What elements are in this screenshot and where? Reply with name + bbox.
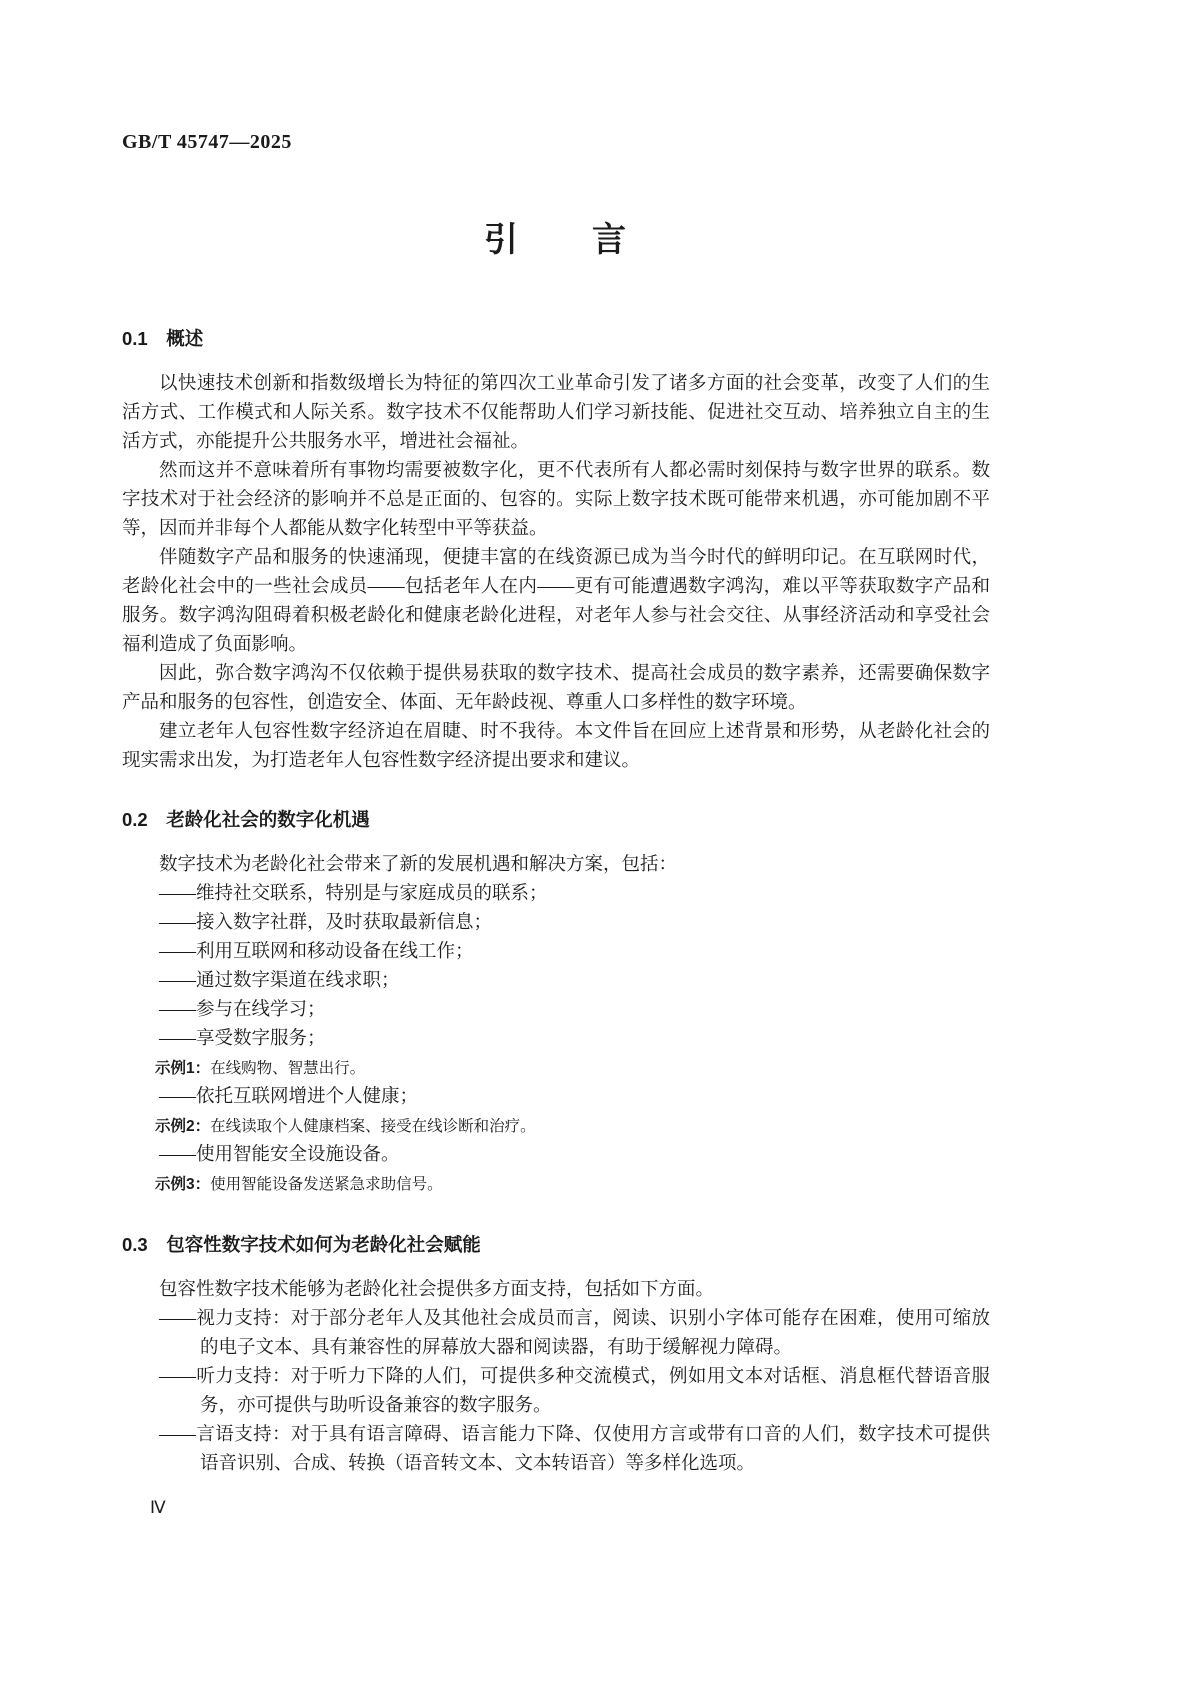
paragraph: 然而这并不意味着所有事物均需要被数字化，更不代表所有人都必需时刻保持与数字世界的联系。数字技术对于社会经济的影响并不总是正面的、包容的。实际上数字技术既可能带来机遇，亦可能加剧不平等，因而并非每个人都能从数字化转型中平等获益。 xyxy=(122,461,990,539)
list-item-dash: ——听力支持：对于听力下降的人们，可提供多种交流模式，例如用文本对话框、消息框代替语音服务，亦可提供与助听设备兼容的数字服务。 xyxy=(159,1367,990,1416)
paragraph: 伴随数字产品和服务的快速涌现，便捷丰富的在线资源已成为当今时代的鲜明印记。在互联网时代，老龄化社会中的一些社会成员——包括老年人在内——更有可能遭遇数字鸿沟，难以平等获取数字产品和服务。数字鸿沟阻碍着积极老龄化和健康老龄化进程，对老年人参与社会交往、从事经济活动和享受社会福利造成了负面影响。 xyxy=(122,548,990,655)
list-item-dash: ——享受数字服务； xyxy=(159,1029,326,1049)
section-body xyxy=(122,851,990,1199)
example-note xyxy=(122,1054,990,1083)
list-item-dash: ——依托互联网增进个人健康； xyxy=(159,1087,419,1107)
paragraph: 以快速技术创新和指数级增长为特征的第四次工业革命引发了诸多方面的社会变革，改变了人们的生活方式、工作模式和人际关系。数字技术不仅能帮助人们学习新技能、促进社交互动、培养独立自主的生活方式，亦能提升公共服务水平，增进社会福祉。 xyxy=(122,374,990,452)
section-opportunities xyxy=(122,808,990,1199)
example-label: 示例1： xyxy=(155,1060,211,1077)
example-text: 在线读取个人健康档案、接受在线诊断和治疗。 xyxy=(210,1118,536,1135)
section-intro: 数字技术为老龄化社会带来了新的发展机遇和解决方案，包括： xyxy=(159,855,678,875)
paragraph: 建立老年人包容性数字经济迫在眉睫、时不我待。本文件旨在回应上述背景和形势，从老龄化社会的现实需求出发，为打造老年人包容性数字经济提出要求和建议。 xyxy=(122,722,990,771)
example-text: 使用智能设备发送紧急求助信号。 xyxy=(210,1176,443,1193)
section-intro: 包容性数字技术能够为老龄化社会提供多方面支持，包括如下方面。 xyxy=(159,1280,715,1300)
section-overview xyxy=(122,327,990,776)
section-heading-enablement: 0.3 包容性数字技术如何为老龄化社会赋能 xyxy=(122,1234,481,1255)
example-note xyxy=(122,1112,990,1141)
list-item-dash: ——使用智能安全设施设备。 xyxy=(159,1145,400,1165)
list-item-dash: ——维持社交联系，特别是与家庭成员的联系； xyxy=(159,884,548,904)
example-text: 在线购物、智慧出行。 xyxy=(210,1060,366,1077)
section-enablement xyxy=(122,1233,990,1479)
list-item-dash: ——参与在线学习； xyxy=(159,1000,326,1020)
section-heading-overview: 0.1 概述 xyxy=(122,328,204,349)
section-heading-opportunities: 0.2 老龄化社会的数字化机遇 xyxy=(122,809,370,830)
example-note xyxy=(122,1170,990,1199)
list-item-dash: ——视力支持：对于部分老年人及其他社会成员而言，阅读、识别小字体可能存在困难，使用可缩放的电子文本、具有兼容性的屏幕放大器和阅读器，有助于缓解视力障碍。 xyxy=(159,1309,990,1358)
page-number: Ⅳ xyxy=(150,1498,166,1517)
example-label: 示例2： xyxy=(155,1118,211,1135)
list-item-dash: ——言语支持：对于具有语言障碍、语言能力下降、仅使用方言或带有口音的人们，数字技术可提供语音识别、合成、转换（语音转文本、文本转语音）等多样化选项。 xyxy=(159,1425,990,1474)
section-body xyxy=(122,1276,990,1479)
paragraph: 因此，弥合数字鸿沟不仅依赖于提供易获取的数字技术、提高社会成员的数字素养，还需要确保数字产品和服务的包容性，创造安全、体面、无年龄歧视、尊重人口多样性的数字环境。 xyxy=(122,664,990,713)
doc-number: GB/T 45747—2025 xyxy=(122,131,292,153)
list-item-dash: ——通过数字渠道在线求职； xyxy=(159,971,400,991)
list-item-dash: ——利用互联网和移动设备在线工作； xyxy=(159,942,474,962)
list-item-dash: ——接入数字社群，及时获取最新信息； xyxy=(159,913,493,933)
page-title: 引 言 xyxy=(484,221,628,259)
section-body xyxy=(122,370,990,776)
example-label: 示例3： xyxy=(155,1176,211,1193)
